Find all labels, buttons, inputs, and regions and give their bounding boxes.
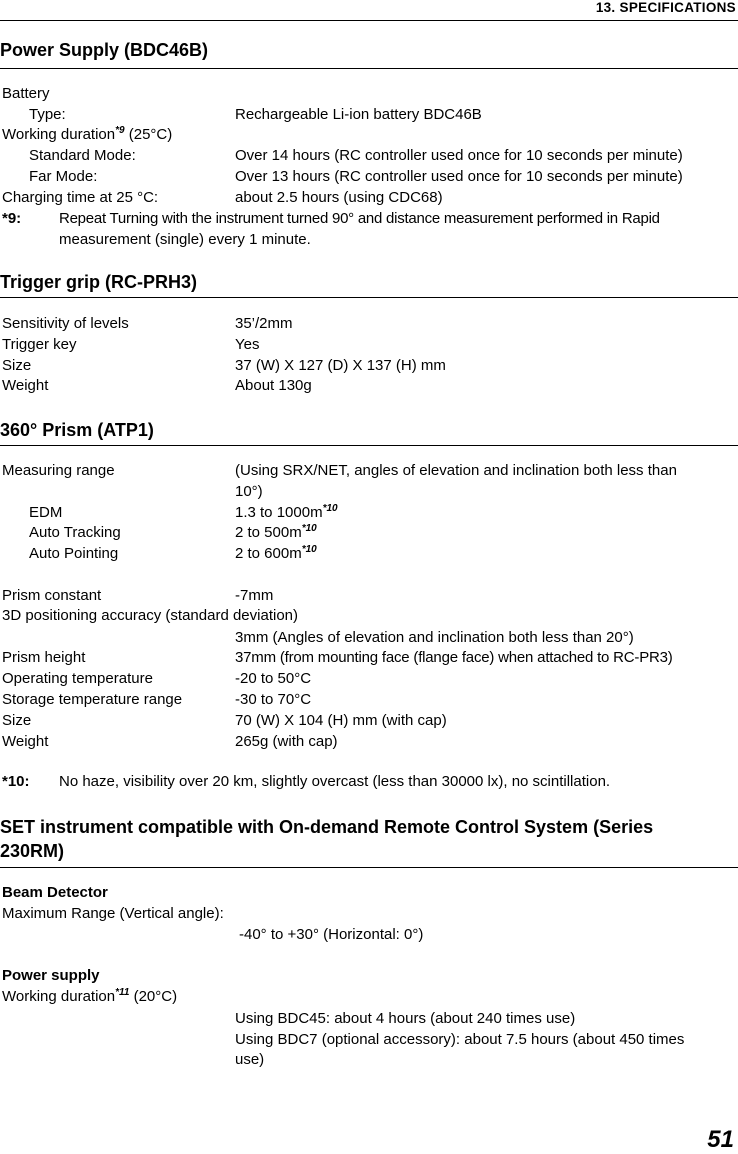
auto-pointing-label: Auto Pointing: [29, 545, 119, 562]
note-9-text-line1: Repeat Turning with the instrument turned 90° and distance measurement performed in Rapid: [59, 210, 660, 227]
trigger-grip-heading: Trigger grip (RC-PRH3): [0, 272, 198, 292]
max-range-label: Maximum Range (Vertical angle):: [2, 905, 224, 922]
measuring-range-label: Measuring range: [2, 462, 115, 479]
positioning-accuracy-value: 3mm (Angles of elevation and inclination both less than 20°): [235, 629, 634, 646]
prism-constant-value: -7mm: [235, 587, 274, 604]
beam-detector-heading: Beam Detector: [2, 884, 108, 901]
prism-height-label: Prism height: [2, 649, 86, 666]
rm-working-duration-label: Working duration$^{*11}$ (20°C): [2, 987, 178, 1005]
measuring-range-value-line1: (Using SRX/NET, angles of elevation and inclination both less than: [235, 462, 677, 479]
sensitivity-label: Sensitivity of levels: [2, 315, 129, 332]
battery-type-label: Type:: [29, 106, 66, 123]
note-10-mark: *10:: [2, 773, 30, 790]
charging-time-label: Charging time at 25 °C:: [2, 189, 159, 206]
note-9-mark: *9:: [2, 210, 22, 227]
grip-size-label: Size: [2, 357, 32, 374]
power-supply-subheading: Power supply: [2, 967, 100, 984]
sensitivity-value: 35’/2mm: [235, 315, 293, 332]
prism-size-value: 70 (W) X 104 (H) mm (with cap): [235, 712, 447, 729]
power-supply-rule: [0, 68, 738, 69]
prism-weight-value: 265g (with cap): [235, 733, 338, 750]
positioning-accuracy-label: 3D positioning accuracy (standard deviation): [2, 607, 298, 624]
prism-size-label: Size: [2, 712, 32, 729]
auto-pointing-value: 2 to $600m^{*10}$: [235, 544, 317, 562]
trigger-key-value: Yes: [235, 336, 260, 353]
far-mode-label: Far Mode:: [29, 168, 98, 185]
storage-temp-value: -30 to 70°C: [235, 691, 312, 708]
prism-weight-label: Weight: [2, 733, 49, 750]
bdc7-duration-value-line1: Using BDC7 (optional accessory): about 7.5 hours (about 450 times: [235, 1031, 685, 1048]
working-duration-label: Working duration$^{*9}$ (25°C): [2, 125, 173, 143]
charging-time-value: about 2.5 hours (using CDC68): [235, 189, 443, 206]
edm-label: EDM: [29, 504, 63, 521]
storage-temp-label: Storage temperature range: [2, 691, 183, 708]
prism-constant-label: Prism constant: [2, 587, 102, 604]
standard-mode-value: Over 14 hours (RC controller used once for 10 seconds per minute): [235, 147, 683, 164]
measuring-range-value-line2: 10°): [235, 483, 263, 500]
power-supply-heading: Power Supply (BDC46B): [0, 40, 209, 60]
bdc7-duration-value-line2: use): [235, 1051, 265, 1068]
set-instrument-heading-line1: SET instrument compatible with On-demand Remote Control System (Series: [0, 817, 654, 837]
edm-value: 1.3 to $1000m^{*10}$: [235, 503, 338, 521]
grip-weight-value: About 130g: [235, 377, 312, 394]
running-header: 13. SPECIFICATIONS: [595, 0, 736, 15]
auto-tracking-label: Auto Tracking: [29, 524, 121, 541]
battery-label: Battery: [2, 85, 50, 102]
grip-size-value: 37 (W) X 127 (D) X 137 (H) mm: [235, 357, 446, 374]
note-9-text-line2: measurement (single) every 1 minute.: [59, 231, 311, 248]
bdc45-duration-value: Using BDC45: about 4 hours (about 240 times use): [235, 1010, 576, 1027]
prism-height-value: 37mm (from mounting face (flange face) when attached to RC-PR3): [235, 649, 673, 666]
standard-mode-label: Standard Mode:: [29, 147, 136, 164]
set-instrument-heading-line2: 230RM): [0, 841, 65, 861]
page-number: 51: [707, 1126, 734, 1153]
operating-temp-value: -20 to 50°C: [235, 670, 312, 687]
trigger-grip-rule: [0, 297, 738, 298]
set-instrument-rule: [0, 867, 738, 868]
grip-weight-label: Weight: [2, 377, 49, 394]
header-rule: [0, 20, 738, 21]
prism-rule: [0, 445, 738, 446]
operating-temp-label: Operating temperature: [2, 670, 153, 687]
auto-tracking-value: 2 to $500m^{*10}$: [235, 523, 317, 541]
prism-heading: 360° Prism (ATP1): [0, 420, 154, 440]
trigger-key-label: Trigger key: [2, 336, 77, 353]
far-mode-value: Over 13 hours (RC controller used once for 10 seconds per minute): [235, 168, 683, 185]
battery-type-value: Rechargeable Li-ion battery BDC46B: [235, 106, 482, 123]
max-range-value: -40° to +30° (Horizontal: 0°): [239, 926, 424, 943]
note-10-text: No haze, visibility over 20 km, slightly overcast (less than 30000 lx), no scintillation.: [59, 773, 611, 790]
